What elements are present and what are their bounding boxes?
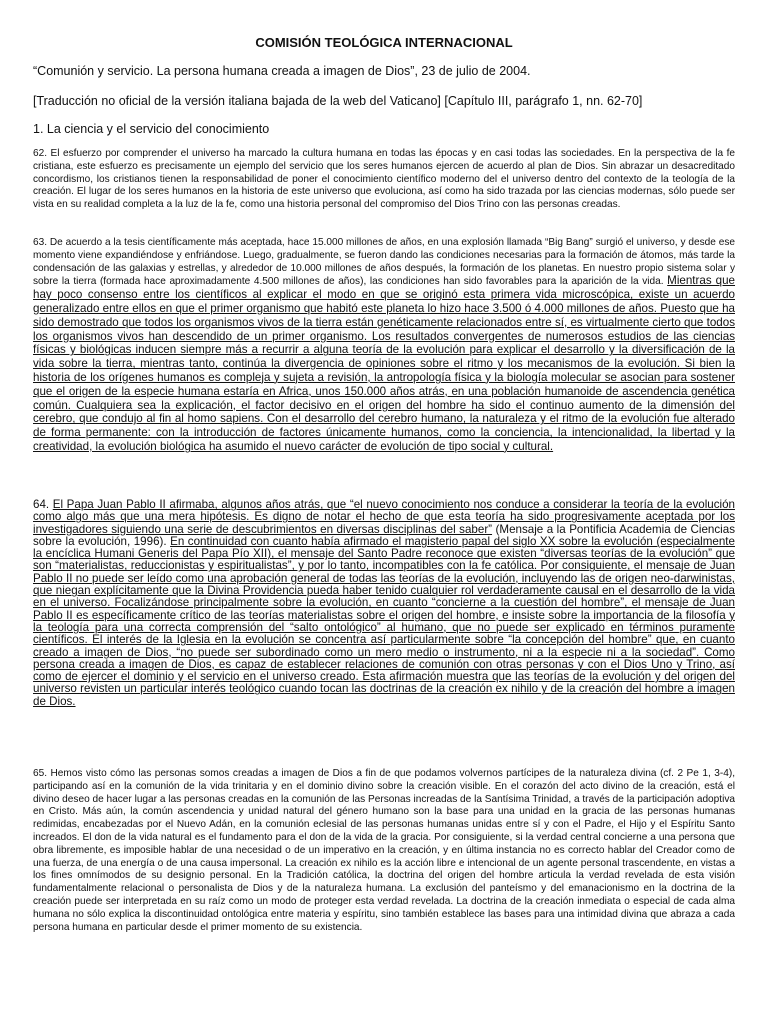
paragraph-62: 62. El esfuerzo por comprender el universo ha marcado la cultura humana en todas las épocas y en casi todas las sociedades. En la perspectiva de la fe cristiana, este esfuerzo es precisamente un ejemplo del servicio que los seres humanos ejercen de acuerdo al plan de Dios. Sin abrazar un desacreditado concordismo, los cristianos tienen la responsabilidad de poner el conocimiento científico moderno del el universo dentro del contexto de la teología de la creación. El lugar de los seres humanos en la historia de este universo que evoluciona, así como ha sido trazada por las ciencias modernas, sólo puede ser vista en su realidad completa a la luz de la fe, como una historia personal del compromiso del Dios Trino con las personas creadas. — [33, 148, 735, 211]
paragraph-64-number: 64. — [33, 498, 50, 511]
translation-note: [Traducción no oficial de la versión italiana bajada de la web del Vaticano] [Capítulo III, parágrafo 1, nn. 62-70] — [33, 94, 643, 108]
paragraph-64-underlined-1: El Papa Juan Pablo II afirmaba, algunos años atrás, que “el nuevo conocimiento nos conduce a considerar la teoría de la evolución como algo más que una mera hipótesis. Es digno de notar el hecho de que esta teoría ha sido progresivamente aceptada por los investigadores siguiendo una serie de descubrimientos en diversas disciplinas del saber” — [33, 498, 735, 536]
paragraph-63 — [33, 237, 735, 455]
paragraph-64 — [33, 499, 735, 708]
paragraph-65: 65. Hemos visto cómo las personas somos creadas a imagen de Dios a fin de que podamos volvernos partícipes de la naturaleza divina (cf. 2 Pe 1, 3-4), participando así en la comunión de la vida trinitaria y en el dominio divino sobre la creación visible. En el corazón del acto divino de la creación, está el divino deseo de hacer lugar a las personas creadas en la comunión de las Personas increadas de la Santísima Trinidad, a través de la participación adoptiva en Cristo. Más aún, la común ascendencia y unidad natural del género humano son la base para una unidad en la gracia de las personas humanas redimidas, encabezadas por el Nuevo Adán, en la comunión eclesial de las personas humanas unidas entre sí y con el Padre, el Hijo y el Espíritu Santo increados. El don de la vida natural es el fundamento para el don de la vida de la gracia. Por consiguiente, si la verdad central concierne a una persona que obra libremente, es imposible hablar de una necesidad o de un imperativo en la creación, y en última instancia no es correcto hablar del Creador como de una fuerza, de una energía o de una causa impersonal. La creación ex nihilo es la acción libre e intencional de un agente personal trascendente, en vistas a los fines omnímodos de su designio personal. En la Tradición católica, la doctrina del origen del hombre articula la verdad revelada de esta visión fundamentalmente relacional o personalista de Dios y de la naturaleza humana. La exclusión del panteísmo y del emanacionismo en la doctrina de la creación puede ser interpretada en su raíz como un modo de proteger esta verdad revelada. La doctrina de la creación inmediata o especial de cada alma humana no sólo explica la discontinuidad ontológica entre materia y espíritu, sino también establece las bases para una intimidad divina que abraza a cada persona humana en particular desde el primer momento de su existencia. — [33, 768, 735, 933]
section-heading: 1. La ciencia y el servicio del conocimiento — [33, 122, 270, 136]
paragraph-64-underlined-2: En continuidad con cuanto había afirmado el magisterio papal del siglo XX sobre la evolución (especialmente la encíclica Humani Generis del Papa Pío XII), el mensaje del Santo Padre reconoce que existen “diversas teorías de la evolución” que son “materialistas, reduccionistas y espiritualistas”, y por lo tanto, incompatibles con la fe católica. Por consiguiente, el mensaje de Juan Pablo II no puede ser leído como una aprobación general de todas las teorías de la evolución, incluyendo las de origen neo-darwinistas, que niegan explícitamente que la Divina Providencia pueda haber tenido cualquier rol verdaderamente causal en el desarrollo de la vida en el universo. Focalizándose principalmente sobre la evolución, en cuanto “concierne a la cuestión del hombre”, el mensaje de Juan Pablo II es específicamente crítico de las teorías materialistas sobre el origen del hombre, e insiste sobre la importancia de la filosofía y la teología para una correcta comprensión del “salto ontológico” al humano, que no puede ser explicado en términos puramente científicos. El interés de la Iglesia en la evolución se concentra así particularmente sobre “la concepción del hombre” que, en cuanto creado a imagen de Dios, “no puede ser subordinado como un mero medio o instrumento, ni a la especie ni a la sociedad”. Como persona creada a imagen de Dios, es capaz de establecer relaciones de comunión con otras personas y con el Dios Uno y Trino, así como de ejercer el dominio y el servicio en el universo creado. Esta afirmación muestra que las teorías de la evolución y del origen del universo revisten un particular interés teológico cuando tocan las doctrinas de la creación ex nihilo y de la creación del hombre a imagen de Dios. — [33, 534, 735, 708]
paragraph-64-plain: (Mensaje a la Pontificia Academia de Ciencias sobre la evolución, 1996). — [33, 522, 735, 548]
document-title: COMISIÓN TEOLÓGICA INTERNACIONAL — [255, 35, 513, 50]
paragraph-63-underlined: Mientras que hay poco consenso entre los científicos al explicar el modo en que se originó esta primera vida microscópica, existe un acuerdo generalizado entre ellos en que el primer organismo que habitó este planeta lo hizo hace 3.500 ó 4.000 millones de años. Puesto que ha sido demostrado que todos los organismos vivos de la tierra están genéticamente relacionados entre sí, es virtualmente cierto que todos los organismos vivos han descendido de un primer organismo. Los resultados convergentes de numerosos estudios de las ciencias físicas y biológicas inducen siempre más a recurrir a alguna teoría de la evolución para explicar el desarrollo y la diversificación de la vida sobre la tierra, mientras tanto, continúa la divergencia de opiniones sobre el ritmo y los mecanismos de la evolución. Si bien la historia de los orígenes humanos es compleja y sujeta a revisión, la antropología física y la biología molecular se asocian para sostener que el origen de la especie humana estaría en Africa, unos 150.000 años atrás, en una población humanoide de ascendencia genética común. Cualquiera sea la explicación, el factor decisivo en el origen del hombre ha sido el continuo aumento de la dimensión del cerebro, que condujo al fin al homo sapiens. Con el desarrollo del cerebro humano, la naturaleza y el ritmo de la evolución fue alterado de forma permanente: con la introducción de factores únicamente humanos, como la conciencia, la intencionalidad, la libertad y la creatividad, la evolución biológica ha asumido el nuevo carácter de evolución de tipo social y cultural. — [33, 274, 736, 453]
paragraph-63-plain: 63. De acuerdo a la tesis científicamente más aceptada, hace 15.000 millones de años, en una explosión llamada “Big Bang” surgió el universo, y desde ese momento viene expandiéndose y enfriándose. Luego, gradualmente, se fueron dando las condiciones necesarias para la formación de átomos, más tarde la condensación de las galaxias y estrellas, y alrededor de 10.000 millones de años después, la formación de los planetas. En nuestro propio sistema solar y sobre la tierra (formada hace aproximadamente 4.500 millones de años), las condiciones han sido favorables para la aparición de la vida. — [33, 237, 735, 288]
document-subtitle: “Comunión y servicio. La persona humana creada a imagen de Dios”, 23 de julio de 2004. — [33, 64, 531, 78]
